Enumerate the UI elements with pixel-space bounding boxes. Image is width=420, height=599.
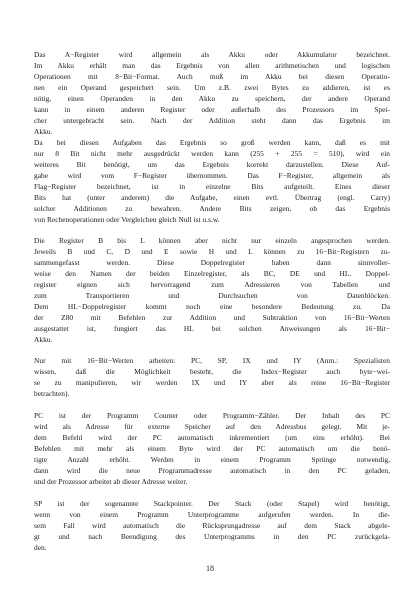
text-line: ausgestattet ist, fungiert das HL bei solchen Anweisungen als 16−Bit− (34, 324, 390, 333)
text-line: SP ist der sogenannte Stackpointer. Der Stack (oder Stapel) wird benötigt, (34, 499, 390, 508)
text-line: von Rechenoperationen oder Vergleichen gleich Null ist u.s.w. (34, 215, 220, 224)
text-line: Akku. (34, 335, 53, 344)
paragraph (34, 498, 390, 553)
text-line: Im Akku erhält man das Ergebnis von allen arithmetischen und logischen (34, 61, 390, 70)
text-line: gt und nach Beendigung des Unterprogramms in den PC zurückgela- (34, 532, 390, 541)
text-line: sammengefasst werden. Diese Doppelregister haben dann sinnvoller- (34, 258, 390, 267)
text-line: register eignen sich hervorragend zum Adressieren von Tabellen und (34, 280, 390, 289)
text-line: se zu manipulieren, wir werden IX und IY aber als reine 16−Bit−Register (34, 378, 390, 387)
text-line: gabe wird vom F−Register übernommen. Das F−Register, allgemein als (34, 171, 390, 180)
paragraph (34, 137, 390, 225)
text-line: nur 8 Bit nicht mehr ausgedrückt werden kann (255 + 255 = 510), wird ein (34, 149, 390, 158)
text-line: und der Prozessor arbeitet ab dieser Adresse weiter. (34, 477, 188, 486)
paragraph (34, 410, 390, 487)
text-line: tigte Anzahl erhöht. Werden in einem Programm Sprünge notwendig, (34, 455, 390, 464)
text-line: Befehlen mit mehr als einem Byte wird der PC automatisch um die benö- (34, 444, 390, 453)
text-line: betrachten). (34, 389, 70, 398)
text-line: Flag−Register bezeichnet, ist in einzelne Bits aufgeteilt. Eines dieser (34, 182, 390, 191)
text-line: der Z80 mit Befehlen zur Addition und Subtraktion von 16−Bit−Werten (34, 313, 390, 322)
text-line: Akku. (34, 127, 53, 136)
text-line: Nur mit 16−Bit−Werten arbeiten: PC, SP, IX und IY (Anm.: Spezialisten (34, 356, 390, 365)
text-line: kann in einem anderen Register oder außerhalb des Prozessors im Spei- (34, 105, 390, 114)
page-body (34, 49, 390, 560)
text-line: nen ein Operand gespeichert sein. Um z.B. zwei Bytes zu addieren, ist es (34, 83, 390, 92)
text-line: dem Befehl wird der PC automatisch inkrementiert (um eins erhöht). Bei (34, 433, 390, 442)
text-line: solcher Additionen zu bewahren. Andere Bits zeigen, ob das Ergebnis (34, 204, 390, 213)
text-line: wissen, daß die Möglichkeit besteht, die Index−Register auch byte−wei- (34, 367, 390, 376)
text-line: wird als Adresse für externe Speicher auf den Adressbus gelegt. Mit je- (34, 422, 390, 431)
text-line: cher untergebracht sein. Nach der Addition steht dann das Ergebnis im (34, 116, 390, 125)
text-line: Da bei diesen Aufgaben das Ergebnis so groß werden kann, daß es mit (34, 138, 390, 147)
text-line: PC ist der Programm Counter oder Programm−Zähler. Der Inhalt des PC (34, 411, 390, 420)
text-line: nötig, einen Operanden in den Akku zu speichern, der andere Operand (34, 94, 390, 103)
text-line: Dem HL−Doppelregister kommt noch eine besondere Bedeutung zu. Da (34, 302, 390, 311)
paragraph (34, 235, 390, 345)
text-line: weise den Namen der beiden Einzelregister, als BC, DE und HL. Doppel- (34, 269, 390, 278)
text-line: sem Fall wird automatisch die Rücksprungadresse auf dem Stack abgele- (34, 521, 390, 530)
text-line: Operationen mit 8−Bit−Format. Auch muß im Akku bei diesen Operatio- (34, 72, 390, 81)
text-line: Jeweils B und C, D und E sowie H und L können zu 16−Bit−Registern zu- (34, 247, 390, 256)
paragraph (34, 355, 390, 399)
text-line: Bits hat (unter anderem) die Aufgabe, einen evtl. Übertrag (engl. Carry) (34, 193, 390, 202)
text-line: dann wird die neue Programmadresse automatisch in den PC geladen, (34, 466, 390, 475)
text-line: den. (34, 543, 47, 552)
page-number: 18 (206, 564, 214, 573)
text-line: wenn von einem Programm Unterprogramme aufgerufen werden. In die- (34, 510, 390, 519)
paragraph (34, 49, 390, 137)
text-line: Das A−Register wird allgemein als Akku oder Akkumulator bezeichnet. (34, 50, 390, 59)
text-line: weiteres Bit benötigt, um das Ergebnis korrekt darzustellen. Diese Auf- (34, 160, 390, 169)
text-line: Die Register B bis L können aber nicht nur einzeln angesprochen werden. (34, 236, 390, 245)
text-line: zum Transportieren und Durchsuchen von Datenblöcken. (34, 291, 390, 300)
